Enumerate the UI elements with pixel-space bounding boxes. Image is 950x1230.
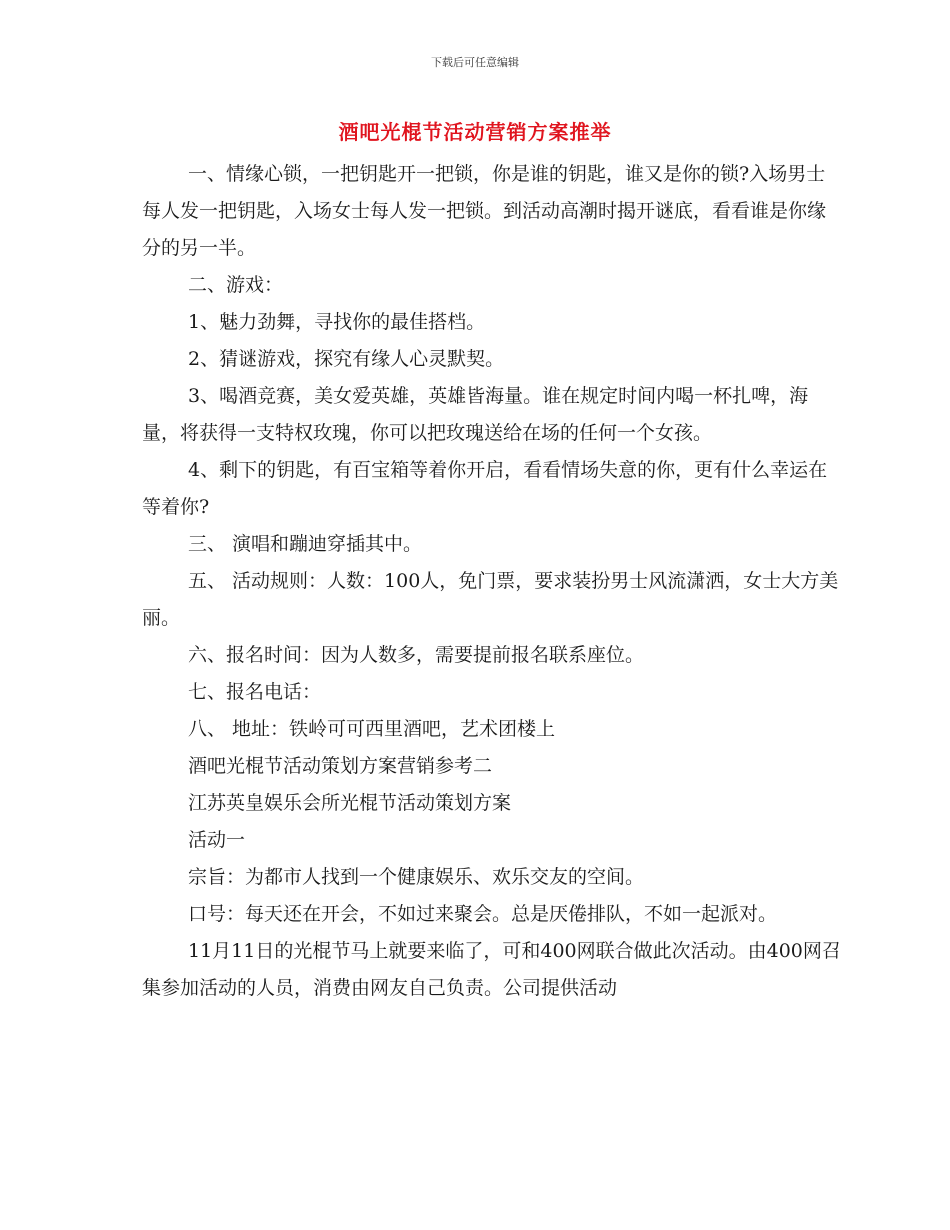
document-body bbox=[142, 156, 842, 1007]
paragraph-address: 八、 地址：铁岭可可西里酒吧，艺术团楼上 bbox=[188, 718, 556, 740]
paragraph-games-heading: 二、游戏： bbox=[188, 274, 284, 296]
paragraph-singing: 三、 演唱和蹦迪穿插其中。 bbox=[188, 533, 423, 555]
paragraph-rules: 五、 活动规则：人数：100人，免门票，要求装扮男士风流潇洒，女士大方美丽。 bbox=[142, 570, 839, 629]
document-title: 酒吧光棍节活动营销方案推举 bbox=[338, 120, 612, 144]
paragraph-game-drinking: 3、喝酒竞赛，美女爱英雄，英雄皆海量。谁在规定时间内喝一杯扎啤，海量，将获得一支特权玫瑰，你可以把玫瑰送给在场的任何一个女孩。 bbox=[142, 385, 809, 444]
paragraph-event-details: 11月11日的光棍节马上就要来临了，可和400网联合做此次活动。由400网召集参加活动的人员，消费由网友自己负责。公司提供活动 bbox=[142, 940, 841, 999]
paragraph-game-riddle: 2、猜谜游戏，探究有缘人心灵默契。 bbox=[188, 348, 505, 370]
paragraph-signup-time: 六、报名时间：因为人数多，需要提前报名联系座位。 bbox=[188, 644, 645, 666]
paragraph-plan-title: 江苏英皇娱乐会所光棍节活动策划方案 bbox=[188, 792, 512, 814]
paragraph-signup-phone: 七、报名电话： bbox=[188, 681, 322, 703]
paragraph-activity-one: 活动一 bbox=[188, 829, 246, 851]
paragraph-game-dance: 1、魅力劲舞，寻找你的最佳搭档。 bbox=[188, 311, 486, 333]
paragraph-reference-two: 酒吧光棍节活动策划方案营销参考二 bbox=[188, 755, 493, 777]
paragraph-slogan: 口号：每天还在开会，不如过来聚会。总是厌倦排队，不如一起派对。 bbox=[188, 903, 778, 925]
paragraph-purpose: 宗旨：为都市人找到一个健康娱乐、欢乐交友的空间。 bbox=[188, 866, 645, 888]
paragraph-intro-lock: 一、情缘心锁，一把钥匙开一把锁，你是谁的钥匙，谁又是你的锁?入场男士每人发一把钥匙，入场女士每人发一把锁。到活动高潮时揭开谜底，看看谁是你缘分的另一半。 bbox=[142, 163, 827, 259]
header-note: 下载后可任意编辑 bbox=[431, 56, 519, 69]
paragraph-game-keys: 4、剩下的钥匙，有百宝箱等着你开启，看看情场失意的你，更有什么幸运在等着你? bbox=[142, 459, 828, 518]
